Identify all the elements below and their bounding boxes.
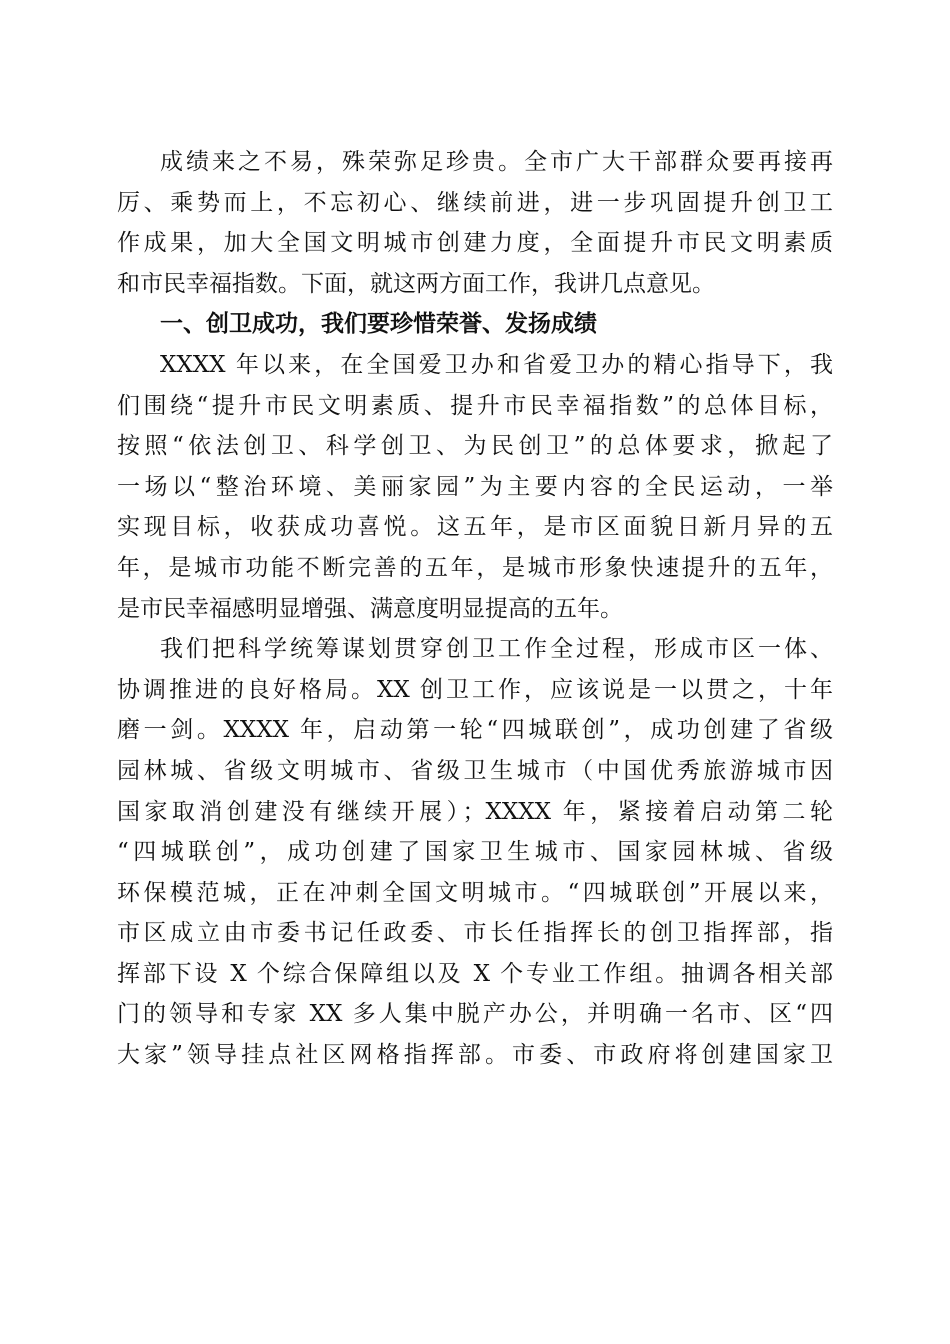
text-line: 成绩来之不易，殊荣弥足珍贵。全市广大干部群众要再接再: [160, 149, 833, 175]
text-line: 实现目标，收获成功喜悦。这五年，是市区面貌日新月异的五: [117, 514, 833, 541]
text-line: 们围绕“提升市民文明素质、提升市民幸福指数”的总体目标，: [117, 392, 833, 419]
text-line: XXXX 年以来，在全国爱卫办和省爱卫办的精心指导下，我: [160, 351, 833, 378]
document-page: [117, 142, 833, 1076]
text-line: 市区成立由市委书记任政委、市长任指挥长的创卫指挥部，指: [117, 920, 833, 947]
section-heading: [117, 304, 833, 345]
text-line: 环保模范城，正在冲刺全国文明城市。“四城联创”开展以来，: [117, 879, 833, 906]
text-line: 磨一剑。XXXX 年，启动第一轮“四城联创”，成功创建了省级: [117, 717, 833, 744]
text-line: 按照“依法创卫、科学创卫、为民创卫”的总体要求，掀起了: [117, 433, 833, 460]
text-line: 国家取消创建没有继续开展）；XXXX 年，紧接着启动第二轮: [117, 798, 833, 825]
text-line: “四城联创”，成功创建了国家卫生城市、国家园林城、省级: [117, 839, 833, 866]
paragraph-planning: [117, 629, 833, 1076]
heading-text: 一、创卫成功，我们要珍惜荣誉、发扬成绩: [160, 311, 597, 338]
text-line: 一场以“整治环境、美丽家园”为主要内容的全民运动，一举: [117, 473, 833, 500]
text-line: 挥部下设 X 个综合保障组以及 X 个专业工作组。抽调各相关部: [117, 960, 833, 987]
text-line: 协调推进的良好格局。XX 创卫工作，应该说是一以贯之，十年: [117, 676, 833, 703]
paragraph-intro: [117, 142, 833, 304]
text-line: 园林城、省级文明城市、省级卫生城市（中国优秀旅游城市因: [117, 757, 833, 784]
text-line: 年，是城市功能不断完善的五年，是城市形象快速提升的五年，: [117, 554, 833, 581]
text-line: 大家”领导挂点社区网格指挥部。市委、市政府将创建国家卫: [117, 1042, 833, 1069]
text-line: 和市民幸福指数。下面，就这两方面工作，我讲几点意见。: [117, 270, 715, 297]
text-line: 我们把科学统筹谋划贯穿创卫工作全过程，形成市区一体、: [160, 636, 833, 663]
paragraph-achievements: [117, 345, 833, 629]
text-line: 作成果，加大全国文明城市创建力度，全面提升市民文明素质: [117, 230, 833, 257]
text-line: 门的领导和专家 XX 多人集中脱产办公，并明确一名市、区“四: [117, 1001, 833, 1028]
text-line: 厉、乘势而上，不忘初心、继续前进，进一步巩固提升创卫工: [117, 189, 833, 216]
text-line: 是市民幸福感明显增强、满意度明显提高的五年。: [117, 595, 623, 622]
